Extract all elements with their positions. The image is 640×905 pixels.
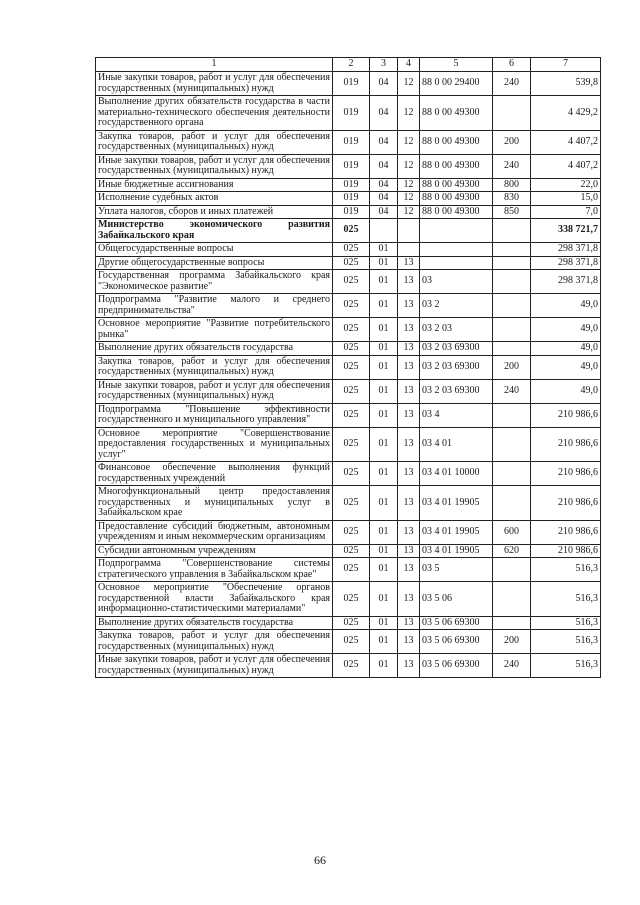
cell-ved: 025 [333,654,370,678]
cell-sum: 7,0 [531,205,601,219]
cell-pr: 13 [398,558,420,582]
cell-name: Иные закупки товаров, работ и услуг для обеспечения государственных (муниципальных) нужд [96,72,333,96]
cell-pr: 12 [398,96,420,131]
cell-ved: 025 [333,219,370,243]
cell-rz: 01 [370,342,398,356]
table-row [96,630,601,654]
cell-rz: 01 [370,462,398,486]
cell-vr [493,243,531,257]
cell-csr: 03 5 06 69300 [420,654,493,678]
cell-rz: 04 [370,178,398,192]
table-row [96,654,601,678]
table-row [96,403,601,427]
cell-csr: 03 5 06 [420,582,493,617]
cell-rz: 01 [370,616,398,630]
cell-name: Общегосударственные вопросы [96,243,333,257]
cell-pr: 13 [398,520,420,544]
cell-vr: 240 [493,72,531,96]
table-row [96,558,601,582]
cell-csr [420,219,493,243]
table-row [96,256,601,270]
cell-name: Предоставление субсидий бюджетным, автономным учреждениям и иным некоммерческим организациям [96,520,333,544]
cell-rz: 01 [370,582,398,617]
cell-vr [493,256,531,270]
cell-sum: 516,3 [531,582,601,617]
cell-name: Уплата налогов, сборов и иных платежей [96,205,333,219]
cell-vr: 200 [493,130,531,154]
cell-name: Выполнение других обязательств государства в части материально-технического обеспечения деятельности государственного органа [96,96,333,131]
cell-pr: 13 [398,427,420,462]
cell-rz: 01 [370,294,398,318]
cell-pr: 13 [398,256,420,270]
cell-sum: 539,8 [531,72,601,96]
cell-pr: 13 [398,654,420,678]
cell-csr: 03 4 01 19905 [420,486,493,521]
cell-rz: 01 [370,654,398,678]
cell-vr [493,462,531,486]
cell-ved: 025 [333,355,370,379]
cell-vr: 800 [493,178,531,192]
cell-ved: 025 [333,403,370,427]
table-row [96,462,601,486]
cell-name: Закупка товаров, работ и услуг для обеспечения государственных (муниципальных) нужд [96,630,333,654]
col-header-csr: 5 [420,58,493,72]
cell-rz: 04 [370,192,398,206]
cell-csr: 03 [420,270,493,294]
cell-rz: 01 [370,630,398,654]
page-number: 66 [314,853,326,867]
cell-vr [493,294,531,318]
cell-name: Государственная программа Забайкальского края "Экономическое развитие" [96,270,333,294]
cell-name: Основное мероприятие "Обеспечение органов государственной власти Забайкальского края информационно-статистическими материалами" [96,582,333,617]
cell-sum: 4 429,2 [531,96,601,131]
cell-pr: 13 [398,318,420,342]
cell-vr: 830 [493,192,531,206]
cell-name: Выполнение других обязательств государства [96,616,333,630]
table-row [96,379,601,403]
cell-pr: 13 [398,342,420,356]
cell-name: Подпрограмма "Совершенствование системы стратегического управления в Забайкальском крае" [96,558,333,582]
cell-name: Закупка товаров, работ и услуг для обеспечения государственных (муниципальных) нужд [96,130,333,154]
cell-name: Иные закупки товаров, работ и услуг для обеспечения государственных (муниципальных) нужд [96,379,333,403]
cell-sum: 49,0 [531,355,601,379]
cell-rz: 04 [370,130,398,154]
table-row [96,96,601,131]
cell-name: Субсидии автономным учреждениям [96,544,333,558]
cell-ved: 025 [333,486,370,521]
cell-csr: 88 0 00 49300 [420,96,493,131]
cell-rz: 01 [370,558,398,582]
cell-sum: 516,3 [531,558,601,582]
table-row [96,582,601,617]
cell-rz: 01 [370,256,398,270]
cell-rz: 01 [370,403,398,427]
cell-name: Подпрограмма "Развитие малого и среднего предпринимательства" [96,294,333,318]
table-row [96,355,601,379]
cell-csr: 03 4 01 19905 [420,520,493,544]
cell-rz: 04 [370,154,398,178]
col-header-name: 1 [96,58,333,72]
cell-name: Выполнение других обязательств государства [96,342,333,356]
cell-name: Министерство экономического развития Забайкальского края [96,219,333,243]
table-row [96,178,601,192]
cell-vr: 200 [493,630,531,654]
cell-rz: 01 [370,355,398,379]
cell-pr: 12 [398,72,420,96]
table-row [96,294,601,318]
cell-ved: 025 [333,427,370,462]
cell-sum: 516,3 [531,654,601,678]
cell-ved: 025 [333,294,370,318]
cell-ved: 019 [333,178,370,192]
col-header-rz: 3 [370,58,398,72]
cell-vr: 850 [493,205,531,219]
cell-vr: 200 [493,355,531,379]
cell-sum: 338 721,7 [531,219,601,243]
cell-csr: 03 5 06 69300 [420,630,493,654]
cell-name: Иные закупки товаров, работ и услуг для обеспечения государственных (муниципальных) нужд [96,154,333,178]
cell-name: Другие общегосударственные вопросы [96,256,333,270]
cell-ved: 025 [333,379,370,403]
cell-ved: 019 [333,154,370,178]
table-row [96,486,601,521]
col-header-vr: 6 [493,58,531,72]
cell-csr [420,256,493,270]
cell-sum: 4 407,2 [531,154,601,178]
cell-ved: 019 [333,130,370,154]
cell-ved: 025 [333,270,370,294]
cell-csr: 88 0 00 49300 [420,154,493,178]
cell-pr: 13 [398,403,420,427]
cell-rz: 01 [370,243,398,257]
cell-csr: 03 4 01 10000 [420,462,493,486]
table-row [96,318,601,342]
cell-vr [493,270,531,294]
budget-table [95,57,601,678]
cell-vr [493,486,531,521]
cell-pr: 13 [398,486,420,521]
cell-sum: 298 371,8 [531,243,601,257]
cell-name: Исполнение судебных актов [96,192,333,206]
cell-csr: 88 0 00 49300 [420,178,493,192]
cell-name: Закупка товаров, работ и услуг для обеспечения государственных (муниципальных) нужд [96,355,333,379]
cell-rz: 01 [370,318,398,342]
cell-ved: 025 [333,616,370,630]
cell-vr [493,318,531,342]
cell-pr: 13 [398,582,420,617]
cell-name: Многофункциональный центр предоставления государственных и муниципальных услуг в Забайкальском крае [96,486,333,521]
table-row [96,219,601,243]
cell-pr: 13 [398,630,420,654]
cell-vr [493,558,531,582]
cell-csr: 03 2 03 69300 [420,379,493,403]
cell-vr [493,427,531,462]
cell-sum: 210 986,6 [531,427,601,462]
cell-sum: 298 371,8 [531,256,601,270]
cell-sum: 4 407,2 [531,130,601,154]
cell-vr: 240 [493,379,531,403]
cell-csr: 03 4 01 19905 [420,544,493,558]
cell-pr: 13 [398,616,420,630]
cell-rz [370,219,398,243]
cell-ved: 025 [333,582,370,617]
col-header-ved: 2 [333,58,370,72]
cell-pr [398,243,420,257]
cell-pr: 13 [398,355,420,379]
cell-ved: 025 [333,462,370,486]
cell-ved: 019 [333,192,370,206]
cell-vr: 600 [493,520,531,544]
cell-csr: 88 0 00 29400 [420,72,493,96]
table-row [96,243,601,257]
cell-pr [398,219,420,243]
cell-pr: 13 [398,270,420,294]
cell-sum: 298 371,8 [531,270,601,294]
cell-rz: 01 [370,544,398,558]
cell-vr [493,342,531,356]
table-row [96,520,601,544]
table-row [96,72,601,96]
cell-sum: 49,0 [531,342,601,356]
cell-sum: 49,0 [531,294,601,318]
table-row [96,270,601,294]
col-header-sum: 7 [531,58,601,72]
cell-sum: 22,0 [531,178,601,192]
table-row [96,427,601,462]
cell-csr: 03 2 03 69300 [420,342,493,356]
cell-ved: 025 [333,243,370,257]
cell-rz: 01 [370,270,398,294]
cell-ved: 025 [333,342,370,356]
cell-csr: 03 2 [420,294,493,318]
cell-ved: 025 [333,544,370,558]
cell-csr: 03 2 03 69300 [420,355,493,379]
cell-pr: 12 [398,178,420,192]
cell-sum: 210 986,6 [531,403,601,427]
cell-rz: 01 [370,427,398,462]
table-row [96,616,601,630]
cell-rz: 01 [370,486,398,521]
cell-name: Иные закупки товаров, работ и услуг для обеспечения государственных (муниципальных) нужд [96,654,333,678]
cell-sum: 210 986,6 [531,462,601,486]
cell-name: Финансовое обеспечение выполнения функций государственных учреждений [96,462,333,486]
cell-vr: 240 [493,154,531,178]
column-number-row [96,58,601,72]
table-row [96,544,601,558]
cell-rz: 04 [370,72,398,96]
table-row [96,130,601,154]
cell-csr: 03 4 01 [420,427,493,462]
cell-sum: 210 986,6 [531,544,601,558]
cell-pr: 12 [398,154,420,178]
cell-pr: 13 [398,294,420,318]
cell-ved: 019 [333,96,370,131]
cell-pr: 12 [398,130,420,154]
cell-pr: 13 [398,379,420,403]
cell-ved: 025 [333,520,370,544]
cell-ved: 019 [333,72,370,96]
table-row [96,192,601,206]
cell-vr: 620 [493,544,531,558]
cell-sum: 516,3 [531,616,601,630]
table-row [96,205,601,219]
cell-name: Подпрограмма "Повышение эффективности государственного и муниципального управления" [96,403,333,427]
cell-pr: 13 [398,544,420,558]
cell-ved: 025 [333,318,370,342]
cell-sum: 49,0 [531,379,601,403]
cell-pr: 13 [398,462,420,486]
cell-ved: 025 [333,256,370,270]
cell-sum: 516,3 [531,630,601,654]
cell-name: Основное мероприятие "Совершенствование предоставления государственных и муниципальных услуг" [96,427,333,462]
cell-vr [493,582,531,617]
cell-rz: 01 [370,379,398,403]
cell-ved: 019 [333,205,370,219]
cell-csr: 88 0 00 49300 [420,130,493,154]
cell-vr [493,219,531,243]
cell-rz: 04 [370,96,398,131]
cell-sum: 210 986,6 [531,520,601,544]
cell-rz: 01 [370,520,398,544]
table-body [96,72,601,678]
cell-sum: 49,0 [531,318,601,342]
table-row [96,342,601,356]
cell-vr [493,403,531,427]
cell-csr: 88 0 00 49300 [420,205,493,219]
col-header-pr: 4 [398,58,420,72]
cell-pr: 12 [398,205,420,219]
cell-vr [493,616,531,630]
cell-csr: 03 2 03 [420,318,493,342]
cell-ved: 025 [333,558,370,582]
cell-csr: 03 5 [420,558,493,582]
cell-vr: 240 [493,654,531,678]
cell-csr: 03 5 06 69300 [420,616,493,630]
cell-sum: 15,0 [531,192,601,206]
cell-pr: 12 [398,192,420,206]
cell-name: Основное мероприятие "Развитие потребительского рынка" [96,318,333,342]
table-row [96,154,601,178]
cell-name: Иные бюджетные ассигнования [96,178,333,192]
cell-csr: 03 4 [420,403,493,427]
cell-ved: 025 [333,630,370,654]
cell-sum: 210 986,6 [531,486,601,521]
cell-csr [420,243,493,257]
cell-vr [493,96,531,131]
cell-csr: 88 0 00 49300 [420,192,493,206]
cell-rz: 04 [370,205,398,219]
